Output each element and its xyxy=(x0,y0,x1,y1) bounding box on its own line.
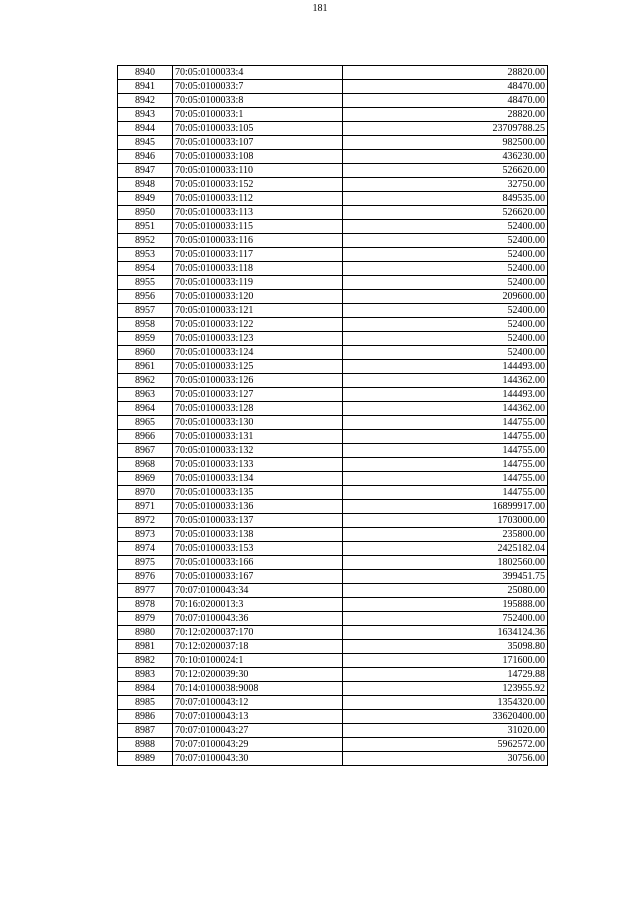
cadastral-number-cell: 70:05:0100033:125 xyxy=(173,360,343,374)
row-number-cell: 8977 xyxy=(118,584,173,598)
table-row xyxy=(118,136,548,150)
row-number-cell: 8969 xyxy=(118,472,173,486)
cadastral-value-cell: 52400.00 xyxy=(343,220,548,234)
cadastral-value-cell: 28820.00 xyxy=(343,108,548,122)
row-number-cell: 8961 xyxy=(118,360,173,374)
row-number-cell: 8983 xyxy=(118,668,173,682)
cadastral-value-cell: 16899917.00 xyxy=(343,500,548,514)
cadastral-value-cell: 982500.00 xyxy=(343,136,548,150)
table-body xyxy=(118,66,548,766)
table-row xyxy=(118,150,548,164)
cadastral-value-cell: 144755.00 xyxy=(343,416,548,430)
cadastral-number-cell: 70:05:0100033:119 xyxy=(173,276,343,290)
cadastral-value-cell: 144493.00 xyxy=(343,360,548,374)
table-row xyxy=(118,654,548,668)
cadastral-number-cell: 70:05:0100033:4 xyxy=(173,66,343,80)
table-row xyxy=(118,304,548,318)
table-row xyxy=(118,122,548,136)
cadastral-number-cell: 70:05:0100033:127 xyxy=(173,388,343,402)
table-row xyxy=(118,360,548,374)
cadastral-value-cell: 144755.00 xyxy=(343,430,548,444)
cadastral-value-cell: 399451.75 xyxy=(343,570,548,584)
cadastral-number-cell: 70:05:0100033:107 xyxy=(173,136,343,150)
table-row xyxy=(118,542,548,556)
table-row xyxy=(118,696,548,710)
cadastral-value-cell: 48470.00 xyxy=(343,94,548,108)
cadastral-number-cell: 70:05:0100033:135 xyxy=(173,486,343,500)
row-number-cell: 8976 xyxy=(118,570,173,584)
table-row xyxy=(118,752,548,766)
row-number-cell: 8943 xyxy=(118,108,173,122)
row-number-cell: 8962 xyxy=(118,374,173,388)
table-row xyxy=(118,500,548,514)
row-number-cell: 8989 xyxy=(118,752,173,766)
row-number-cell: 8940 xyxy=(118,66,173,80)
cadastral-value-cell: 5962572.00 xyxy=(343,738,548,752)
table-row xyxy=(118,290,548,304)
cadastral-value-cell: 33620400.00 xyxy=(343,710,548,724)
cadastral-value-cell: 52400.00 xyxy=(343,346,548,360)
row-number-cell: 8951 xyxy=(118,220,173,234)
table-row xyxy=(118,388,548,402)
row-number-cell: 8949 xyxy=(118,192,173,206)
cadastral-value-cell: 195888.00 xyxy=(343,598,548,612)
row-number-cell: 8982 xyxy=(118,654,173,668)
table-row xyxy=(118,528,548,542)
cadastral-number-cell: 70:05:0100033:123 xyxy=(173,332,343,346)
table-row xyxy=(118,598,548,612)
cadastral-number-cell: 70:05:0100033:152 xyxy=(173,178,343,192)
cadastral-number-cell: 70:05:0100033:130 xyxy=(173,416,343,430)
table-row xyxy=(118,472,548,486)
row-number-cell: 8970 xyxy=(118,486,173,500)
row-number-cell: 8957 xyxy=(118,304,173,318)
row-number-cell: 8958 xyxy=(118,318,173,332)
table-row xyxy=(118,682,548,696)
row-number-cell: 8964 xyxy=(118,402,173,416)
cadastral-number-cell: 70:07:0100043:30 xyxy=(173,752,343,766)
cadastral-value-cell: 52400.00 xyxy=(343,304,548,318)
cadastral-number-cell: 70:05:0100033:1 xyxy=(173,108,343,122)
row-number-cell: 8942 xyxy=(118,94,173,108)
cadastral-value-cell: 52400.00 xyxy=(343,234,548,248)
table-row xyxy=(118,80,548,94)
cadastral-value-cell: 144755.00 xyxy=(343,444,548,458)
table-row xyxy=(118,234,548,248)
row-number-cell: 8960 xyxy=(118,346,173,360)
cadastral-value-cell: 1354320.00 xyxy=(343,696,548,710)
table-row xyxy=(118,458,548,472)
cadastral-value-cell: 52400.00 xyxy=(343,332,548,346)
table-row xyxy=(118,584,548,598)
row-number-cell: 8948 xyxy=(118,178,173,192)
table-row xyxy=(118,332,548,346)
table-row xyxy=(118,346,548,360)
row-number-cell: 8955 xyxy=(118,276,173,290)
cadastral-value-cell: 144362.00 xyxy=(343,402,548,416)
cadastral-number-cell: 70:05:0100033:134 xyxy=(173,472,343,486)
cadastral-number-cell: 70:05:0100033:131 xyxy=(173,430,343,444)
cadastral-value-cell: 23709788.25 xyxy=(343,122,548,136)
cadastral-value-cell: 144493.00 xyxy=(343,388,548,402)
cadastral-value-cell: 30756.00 xyxy=(343,752,548,766)
cadastral-number-cell: 70:05:0100033:132 xyxy=(173,444,343,458)
row-number-cell: 8979 xyxy=(118,612,173,626)
cadastral-number-cell: 70:05:0100033:121 xyxy=(173,304,343,318)
row-number-cell: 8988 xyxy=(118,738,173,752)
row-number-cell: 8980 xyxy=(118,626,173,640)
cadastral-number-cell: 70:12:0200039:30 xyxy=(173,668,343,682)
table-row xyxy=(118,612,548,626)
cadastral-value-cell: 235800.00 xyxy=(343,528,548,542)
cadastral-number-cell: 70:16:0200013:3 xyxy=(173,598,343,612)
cadastral-value-cell: 14729.88 xyxy=(343,668,548,682)
table-row xyxy=(118,276,548,290)
cadastral-value-cell: 28820.00 xyxy=(343,66,548,80)
table-row xyxy=(118,178,548,192)
cadastral-number-cell: 70:10:0100024:1 xyxy=(173,654,343,668)
cadastral-value-cell: 1703000.00 xyxy=(343,514,548,528)
cadastral-number-cell: 70:07:0100043:36 xyxy=(173,612,343,626)
cadastral-value-cell: 209600.00 xyxy=(343,290,548,304)
cadastral-number-cell: 70:05:0100033:115 xyxy=(173,220,343,234)
cadastral-value-cell: 52400.00 xyxy=(343,318,548,332)
table-row xyxy=(118,626,548,640)
cadastral-value-cell: 52400.00 xyxy=(343,262,548,276)
row-number-cell: 8986 xyxy=(118,710,173,724)
cadastral-number-cell: 70:05:0100033:116 xyxy=(173,234,343,248)
table-row xyxy=(118,66,548,80)
table-row xyxy=(118,94,548,108)
cadastral-value-cell: 52400.00 xyxy=(343,276,548,290)
cadastral-value-cell: 144755.00 xyxy=(343,486,548,500)
cadastral-number-cell: 70:05:0100033:166 xyxy=(173,556,343,570)
cadastral-number-cell: 70:05:0100033:110 xyxy=(173,164,343,178)
row-number-cell: 8954 xyxy=(118,262,173,276)
table-row xyxy=(118,556,548,570)
table-row xyxy=(118,570,548,584)
cadastral-number-cell: 70:07:0100043:13 xyxy=(173,710,343,724)
row-number-cell: 8981 xyxy=(118,640,173,654)
row-number-cell: 8952 xyxy=(118,234,173,248)
table-row xyxy=(118,514,548,528)
cadastral-value-cell: 436230.00 xyxy=(343,150,548,164)
cadastral-number-cell: 70:05:0100033:136 xyxy=(173,500,343,514)
cadastral-value-cell: 1802560.00 xyxy=(343,556,548,570)
cadastral-number-cell: 70:05:0100033:8 xyxy=(173,94,343,108)
table-row xyxy=(118,430,548,444)
table-row xyxy=(118,262,548,276)
table-row xyxy=(118,164,548,178)
row-number-cell: 8963 xyxy=(118,388,173,402)
cadastral-value-cell: 25080.00 xyxy=(343,584,548,598)
table-row xyxy=(118,374,548,388)
table-row xyxy=(118,416,548,430)
table-row xyxy=(118,318,548,332)
row-number-cell: 8972 xyxy=(118,514,173,528)
cadastral-number-cell: 70:05:0100033:126 xyxy=(173,374,343,388)
cadastral-value-cell: 526620.00 xyxy=(343,206,548,220)
cadastral-number-cell: 70:05:0100033:137 xyxy=(173,514,343,528)
row-number-cell: 8971 xyxy=(118,500,173,514)
cadastral-number-cell: 70:05:0100033:167 xyxy=(173,570,343,584)
table-row xyxy=(118,738,548,752)
cadastral-number-cell: 70:07:0100043:34 xyxy=(173,584,343,598)
cadastral-value-cell: 32750.00 xyxy=(343,178,548,192)
cadastral-number-cell: 70:05:0100033:105 xyxy=(173,122,343,136)
page-number: 181 xyxy=(312,3,328,14)
cadastral-value-cell: 1634124.36 xyxy=(343,626,548,640)
cadastral-value-cell: 144755.00 xyxy=(343,458,548,472)
table-row xyxy=(118,724,548,738)
cadastral-number-cell: 70:05:0100033:138 xyxy=(173,528,343,542)
row-number-cell: 8967 xyxy=(118,444,173,458)
cadastral-number-cell: 70:05:0100033:124 xyxy=(173,346,343,360)
row-number-cell: 8985 xyxy=(118,696,173,710)
cadastral-value-cell: 526620.00 xyxy=(343,164,548,178)
table-row xyxy=(118,486,548,500)
table-row xyxy=(118,640,548,654)
cadastral-number-cell: 70:12:0200037:170 xyxy=(173,626,343,640)
cadastral-number-cell: 70:12:0200037:18 xyxy=(173,640,343,654)
cadastral-number-cell: 70:05:0100033:120 xyxy=(173,290,343,304)
cadastral-value-table xyxy=(117,65,548,766)
cadastral-value-cell: 35098.80 xyxy=(343,640,548,654)
row-number-cell: 8941 xyxy=(118,80,173,94)
row-number-cell: 8987 xyxy=(118,724,173,738)
cadastral-number-cell: 70:05:0100033:108 xyxy=(173,150,343,164)
cadastral-value-cell: 849535.00 xyxy=(343,192,548,206)
cadastral-number-cell: 70:05:0100033:133 xyxy=(173,458,343,472)
row-number-cell: 8953 xyxy=(118,248,173,262)
table-row xyxy=(118,206,548,220)
cadastral-number-cell: 70:14:0100038:9008 xyxy=(173,682,343,696)
table-row xyxy=(118,220,548,234)
cadastral-value-cell: 52400.00 xyxy=(343,248,548,262)
cadastral-value-cell: 144755.00 xyxy=(343,472,548,486)
row-number-cell: 8945 xyxy=(118,136,173,150)
table-row xyxy=(118,192,548,206)
row-number-cell: 8978 xyxy=(118,598,173,612)
cadastral-number-cell: 70:05:0100033:122 xyxy=(173,318,343,332)
cadastral-number-cell: 70:07:0100043:29 xyxy=(173,738,343,752)
row-number-cell: 8965 xyxy=(118,416,173,430)
row-number-cell: 8973 xyxy=(118,528,173,542)
table-row xyxy=(118,710,548,724)
table-row xyxy=(118,402,548,416)
cadastral-number-cell: 70:07:0100043:12 xyxy=(173,696,343,710)
row-number-cell: 8950 xyxy=(118,206,173,220)
cadastral-value-cell: 31020.00 xyxy=(343,724,548,738)
table-row xyxy=(118,108,548,122)
row-number-cell: 8946 xyxy=(118,150,173,164)
row-number-cell: 8984 xyxy=(118,682,173,696)
cadastral-number-cell: 70:07:0100043:27 xyxy=(173,724,343,738)
cadastral-value-cell: 144362.00 xyxy=(343,374,548,388)
cadastral-value-cell: 48470.00 xyxy=(343,80,548,94)
cadastral-number-cell: 70:05:0100033:117 xyxy=(173,248,343,262)
table-row xyxy=(118,248,548,262)
cadastral-number-cell: 70:05:0100033:118 xyxy=(173,262,343,276)
cadastral-value-cell: 171600.00 xyxy=(343,654,548,668)
row-number-cell: 8975 xyxy=(118,556,173,570)
row-number-cell: 8968 xyxy=(118,458,173,472)
row-number-cell: 8956 xyxy=(118,290,173,304)
row-number-cell: 8947 xyxy=(118,164,173,178)
row-number-cell: 8959 xyxy=(118,332,173,346)
table-row xyxy=(118,668,548,682)
cadastral-value-cell: 123955.92 xyxy=(343,682,548,696)
row-number-cell: 8974 xyxy=(118,542,173,556)
cadastral-value-cell: 752400.00 xyxy=(343,612,548,626)
row-number-cell: 8966 xyxy=(118,430,173,444)
cadastral-number-cell: 70:05:0100033:112 xyxy=(173,192,343,206)
cadastral-number-cell: 70:05:0100033:153 xyxy=(173,542,343,556)
cadastral-value-cell: 2425182.04 xyxy=(343,542,548,556)
row-number-cell: 8944 xyxy=(118,122,173,136)
cadastral-number-cell: 70:05:0100033:113 xyxy=(173,206,343,220)
table-row xyxy=(118,444,548,458)
cadastral-number-cell: 70:05:0100033:128 xyxy=(173,402,343,416)
cadastral-number-cell: 70:05:0100033:7 xyxy=(173,80,343,94)
